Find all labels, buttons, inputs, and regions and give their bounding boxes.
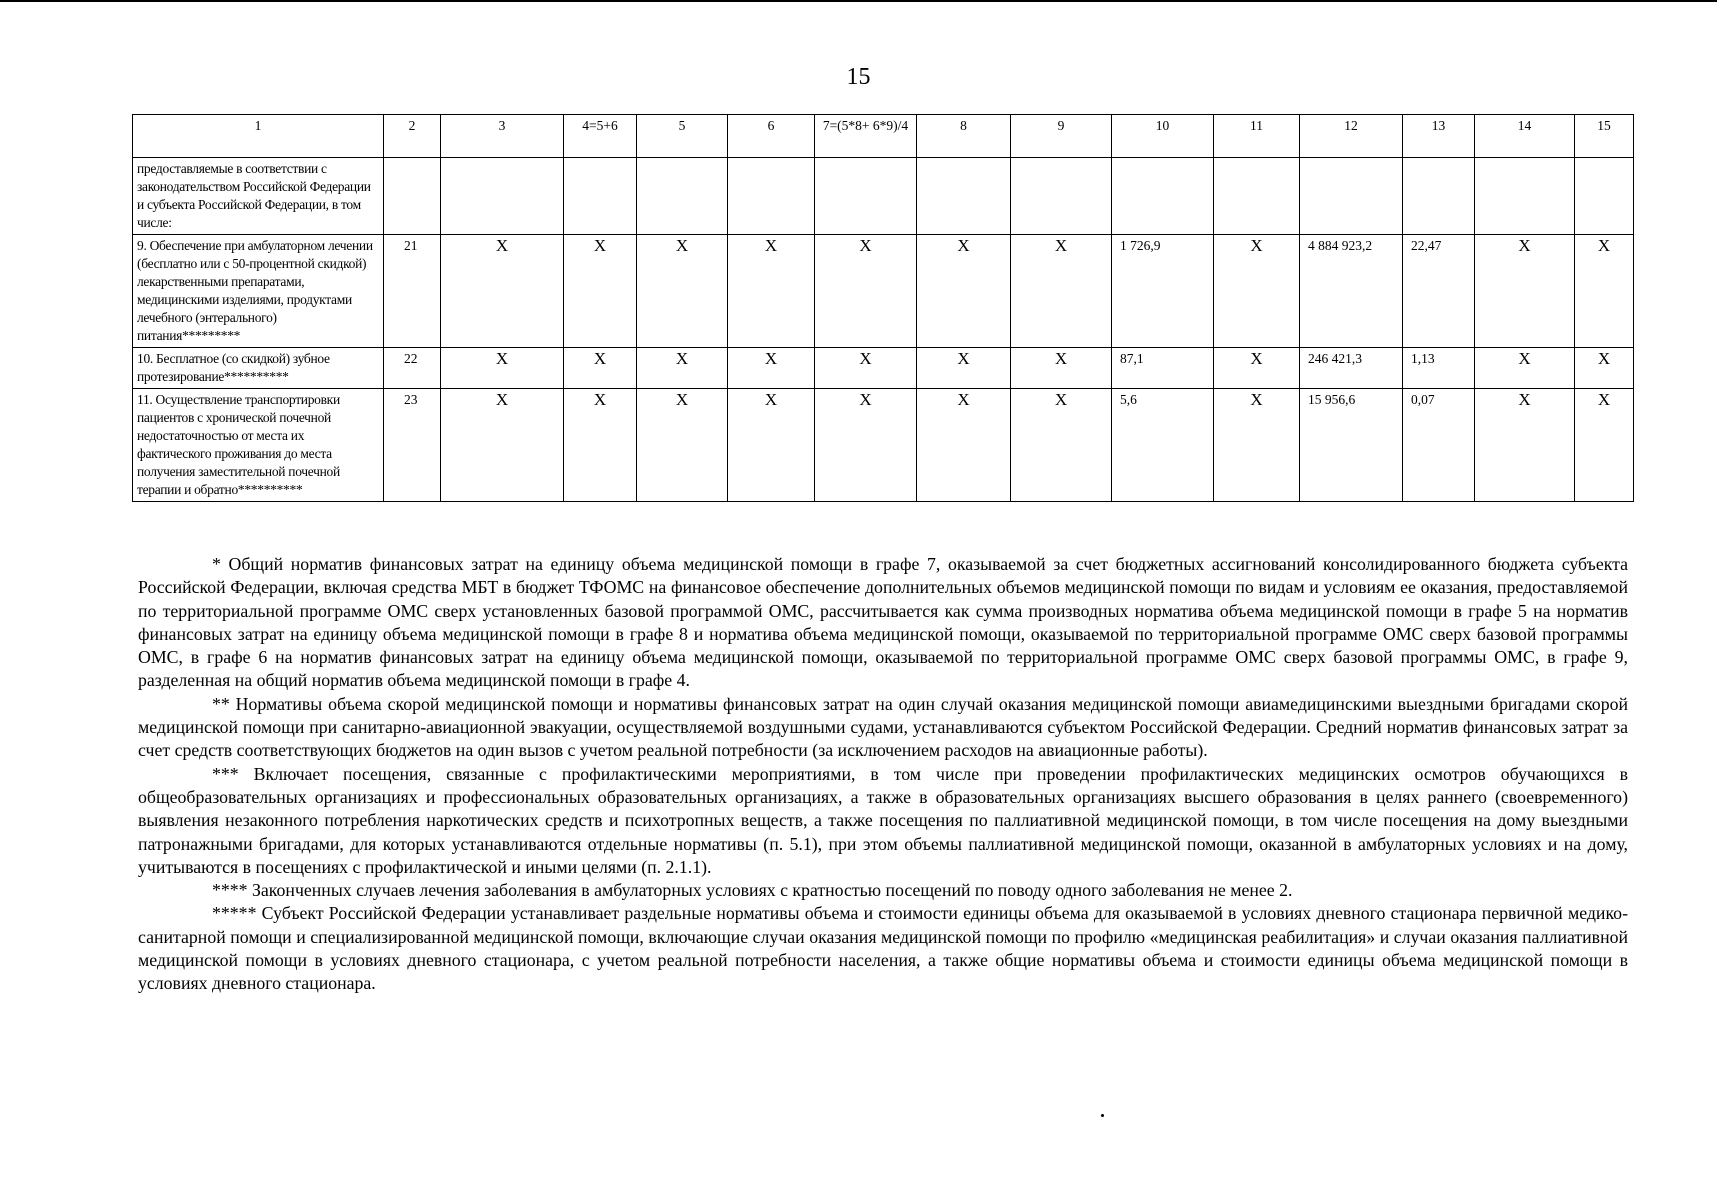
table-cell: X (1011, 389, 1112, 502)
table-cell: X (564, 348, 637, 389)
table-row (133, 348, 1634, 389)
table-cell: 15 956,6 (1300, 389, 1403, 502)
table-cell: 1 726,9 (1112, 235, 1214, 348)
table-cell: X (917, 389, 1011, 502)
column-header: 6 (728, 115, 815, 158)
table-cell: X (1575, 348, 1634, 389)
table-cell: X (1475, 235, 1575, 348)
table-cell: 4 884 923,2 (1300, 235, 1403, 348)
table-cell: X (728, 348, 815, 389)
row-name-cell: 10. Бесплатное (со скидкой) зубное протезирование********** (133, 348, 384, 389)
table-cell: 87,1 (1112, 348, 1214, 389)
column-header: 13 (1403, 115, 1475, 158)
column-header: 11 (1214, 115, 1300, 158)
table-cell: X (1214, 348, 1300, 389)
table-cell: X (441, 235, 564, 348)
table-cell: X (815, 235, 917, 348)
table-cell: 23 (384, 389, 441, 502)
table-row (133, 158, 1634, 235)
table-cell: X (1214, 235, 1300, 348)
table-cell (1011, 158, 1112, 235)
row-name-cell: 11. Осуществление транспортировки пациентов с хронической почечной недостаточностью от места их фактического проживания до места получения заместительной почечной терапии и обратно********** (133, 389, 384, 502)
table-cell: X (917, 348, 1011, 389)
column-number-row (133, 115, 1634, 158)
table-cell (1214, 158, 1300, 235)
footnote-2: ** Нормативы объема скорой медицинской помощи и нормативы финансовых затрат на один случай оказания медицинской помощи авиамедицинскими выездными бригадами скорой медицинской помощи при санитарно-авиационной эвакуации, осуществляемой воздушными судами, устанавливаются субъектом Российской Федерации. Средний норматив финансовых затрат за счет средств соответствующих бюджетов на один вызов с учетом реальной потребности (за исключением расходов на авиационные работы). (138, 693, 1628, 761)
table-cell (1475, 158, 1575, 235)
column-header: 7=(5*8+ 6*9)/4 (815, 115, 917, 158)
normatives-table (132, 114, 1634, 502)
table-cell: 22,47 (1403, 235, 1475, 348)
table-cell: X (637, 389, 728, 502)
column-header: 3 (441, 115, 564, 158)
table-cell: 0,07 (1403, 389, 1475, 502)
table-cell: X (637, 235, 728, 348)
table-cell: X (815, 389, 917, 502)
top-border-line (0, 0, 1717, 2)
table-cell: X (728, 389, 815, 502)
table-cell (1112, 158, 1214, 235)
table-cell: X (1575, 389, 1634, 502)
footnote-5: ***** Субъект Российской Федерации устанавливает раздельные нормативы объема и стоимости единицы объема для оказываемой в условиях дневного стационара первичной медико-санитарной помощи и специализированной медицинской помощи, включающие случаи оказания медицинской помощи по профилю «медицинская реабилитация» и случаи оказания паллиативной медицинской помощи в условиях дневного стационара, с учетом реальной потребности населения, а также общие нормативы объема и стоимости единицы объема медицинской помощи в условиях дневного стационара. (138, 903, 1628, 994)
column-header: 1 (133, 115, 384, 158)
table-cell: 5,6 (1112, 389, 1214, 502)
column-header: 4=5+6 (564, 115, 637, 158)
footnote-1: * Общий норматив финансовых затрат на единицу объема медицинской помощи в графе 7, оказываемой за счет бюджетных ассигнований консолидированного бюджета субъекта Российской Федерации, включая средства МБТ в бюджет ТФОМС на финансовое обеспечение дополнительных объемов медицинской помощи по видам и условиям ее оказания, предоставляемой по территориальной программе ОМС сверх установленных базовой программой ОМС, рассчитывается как сумма производных норматива объема медицинской помощи в графе 5 на норматив финансовых затрат на единицу объема медицинской помощи в графе 8 и норматива объема медицинской помощи, оказываемой по территориальной программе ОМС сверх базовой программы ОМС, в графе 6 на норматив финансовых затрат на единицу объема медицинской помощи, оказываемой по территориальной программе ОМС сверх базовой программы ОМС, в графе 9, разделенная на общий норматив объема медицинской помощи в графе 4. (138, 554, 1628, 691)
table-cell: X (1475, 348, 1575, 389)
column-header: 12 (1300, 115, 1403, 158)
table-cell (815, 158, 917, 235)
table-row (133, 235, 1634, 348)
table-cell (441, 158, 564, 235)
table-cell (1403, 158, 1475, 235)
table-cell: X (637, 348, 728, 389)
scan-dot (1101, 1114, 1104, 1117)
footnotes (138, 553, 1628, 996)
table-cell: X (441, 348, 564, 389)
column-header: 8 (917, 115, 1011, 158)
table-cell: 246 421,3 (1300, 348, 1403, 389)
table-cell: X (917, 235, 1011, 348)
column-header: 9 (1011, 115, 1112, 158)
table-cell (564, 158, 637, 235)
row-name-cell: 9. Обеспечение при амбулаторном лечении (бесплатно или с 50-процентной скидкой) лекарственными препаратами, медицинскими изделиями, продуктами лечебного (энтерального) питания********* (133, 235, 384, 348)
table-cell (637, 158, 728, 235)
column-header: 10 (1112, 115, 1214, 158)
column-header: 15 (1575, 115, 1634, 158)
table-cell: X (564, 389, 637, 502)
page-number: 15 (846, 64, 871, 90)
table-cell: X (441, 389, 564, 502)
footnote-3: *** Включает посещения, связанные с профилактическими мероприятиями, в том числе при проведении профилактических медицинских осмотров обучающихся в общеобразовательных организациях и профессиональных образовательных организациях, а также в образовательных организациях высшего образования в целях раннего (своевременного) выявления незаконного потребления наркотических средств и психотропных веществ, а также посещения по паллиативной медицинской помощи, в том числе посещения на дому выездными патронажными бригадами, для которых устанавливаются отдельные нормативы (п. 5.1), при этом объемы паллиативной медицинской помощи, оказанной в амбулаторных условиях и на дому, учитываются в посещениях с профилактической и иными целями (п. 2.1.1). (138, 763, 1628, 877)
table-cell: X (1575, 235, 1634, 348)
table-cell (384, 158, 441, 235)
table-cell: X (815, 348, 917, 389)
table-cell: X (1011, 235, 1112, 348)
table-row (133, 389, 1634, 502)
table-cell: 22 (384, 348, 441, 389)
column-header: 2 (384, 115, 441, 158)
table-cell (917, 158, 1011, 235)
table-cell (1575, 158, 1634, 235)
row-name-cell: предоставляемые в соответствии с законодательством Российской Федерации и субъекта Российской Федерации, в том числе: (133, 158, 384, 235)
table-cell (728, 158, 815, 235)
table-cell: X (728, 235, 815, 348)
table-cell: X (564, 235, 637, 348)
table-cell: X (1011, 348, 1112, 389)
table-cell: X (1214, 389, 1300, 502)
table-cell: 21 (384, 235, 441, 348)
column-header: 5 (637, 115, 728, 158)
table-cell: X (1475, 389, 1575, 502)
column-header: 14 (1475, 115, 1575, 158)
footnote-4: **** Законченных случаев лечения заболевания в амбулаторных условиях с кратностью посещений по поводу одного заболевания не менее 2. (212, 880, 1293, 901)
table-cell (1300, 158, 1403, 235)
table-cell: 1,13 (1403, 348, 1475, 389)
